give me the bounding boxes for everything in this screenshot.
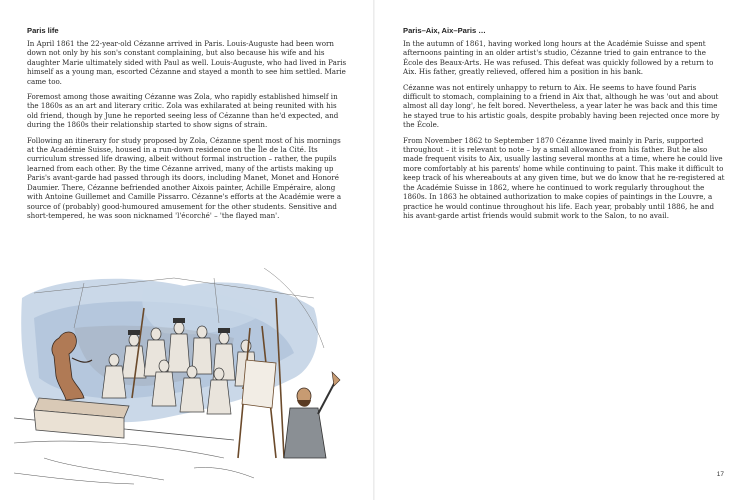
page-number: 17 xyxy=(716,471,724,478)
right-page-text xyxy=(403,26,725,226)
right-heading: Paris–Aix, Aix–Paris … xyxy=(403,26,486,35)
left-paragraph-3: Following an itinerary for study proposed by Zola, Cézanne spent most of his mornings at the Académie Suisse, housed in a run-down residence on the Île de la Cité. Its curriculum stressed life drawing, albeit without formal instruction – rather, the pupils learned from each other. By the time Cézanne arrived, many of the artists making up Paris's avant-garde had passed through its doors, including Manet, Monet and Honoré Daumier. There, Cézanne befriended another Aixois painter, Achille Empéraire, along with Antoine Guillemet and Camille Pissarro. Cézanne's efforts at the Académie were a source of (probably) good-humoured amusement for the other students. Sensitive and short-tempered, he was soon nicknamed 'l'écorché' – 'the flayed man'. xyxy=(27,135,342,220)
left-paragraph-2: Foremost among those awaiting Cézanne was Zola, who rapidly established himself in the 1860s as an art and literary critic. Zola was exhilarated at being reunited with his old friend, though by June he reported seeing less of Cézanne than he'd expected, and during the 1860s their relationship started to show signs of strain. xyxy=(27,92,339,130)
atelier-illustration xyxy=(14,268,359,486)
right-paragraph-2: Cézanne was not entirely unhappy to return to Aix. He seems to have found Paris difficult to stomach, complaining to a friend in Aix that, although he was 'out and about almost all day long', he felt bored. Nevertheless, a year later he was back and this time he stayed true to his artistic goals, despite probably having been rejected once more by the École. xyxy=(403,82,720,130)
left-heading: Paris life xyxy=(27,26,59,35)
page-gutter xyxy=(373,0,375,500)
left-paragraph-1: In April 1861 the 22-year-old Cézanne arrived in Paris. Louis-Auguste had been worn down not only by his son's constant complaining, but also because his wife and his daughter Marie ultimately sided with Paul as well. Louis-Auguste, who had lived in Paris himself as a young man, escorted Cézanne and stayed a month to see him settled. Marie came too. xyxy=(27,39,347,86)
right-paragraph-3: From November 1862 to September 1870 Cézanne lived mainly in Paris, supported throughout – it is relevant to note – by a small allowance from his father. But he also made frequent visits to Aix, usually lasting several months at a time, where he could live more comfortably at his parents' home while continuing to paint. This make it difficult to keep track of his whereabouts at any given time, but we do know that he re-registered at the Académie Suisse in 1862, where he continued to work regularly throughout the 1860s. In 1863 he obtained authorization to make copies of paintings in the Louvre, a practice he would continue throughout his life. Each year, probably until 1886, he and his avant-garde artist friends would submit work to the Salon, to no avail. xyxy=(403,135,725,220)
left-page-text xyxy=(27,26,349,226)
right-paragraph-1: In the autumn of 1861, having worked long hours at the Académie Suisse and spent afternoons painting in an older artist's studio, Cézanne tried to gain entrance to the École des Beaux-Arts. He was refused. This defeat was quickly followed by a return to Aix. His father, greatly relieved, offered him a position in his bank. xyxy=(403,39,714,77)
